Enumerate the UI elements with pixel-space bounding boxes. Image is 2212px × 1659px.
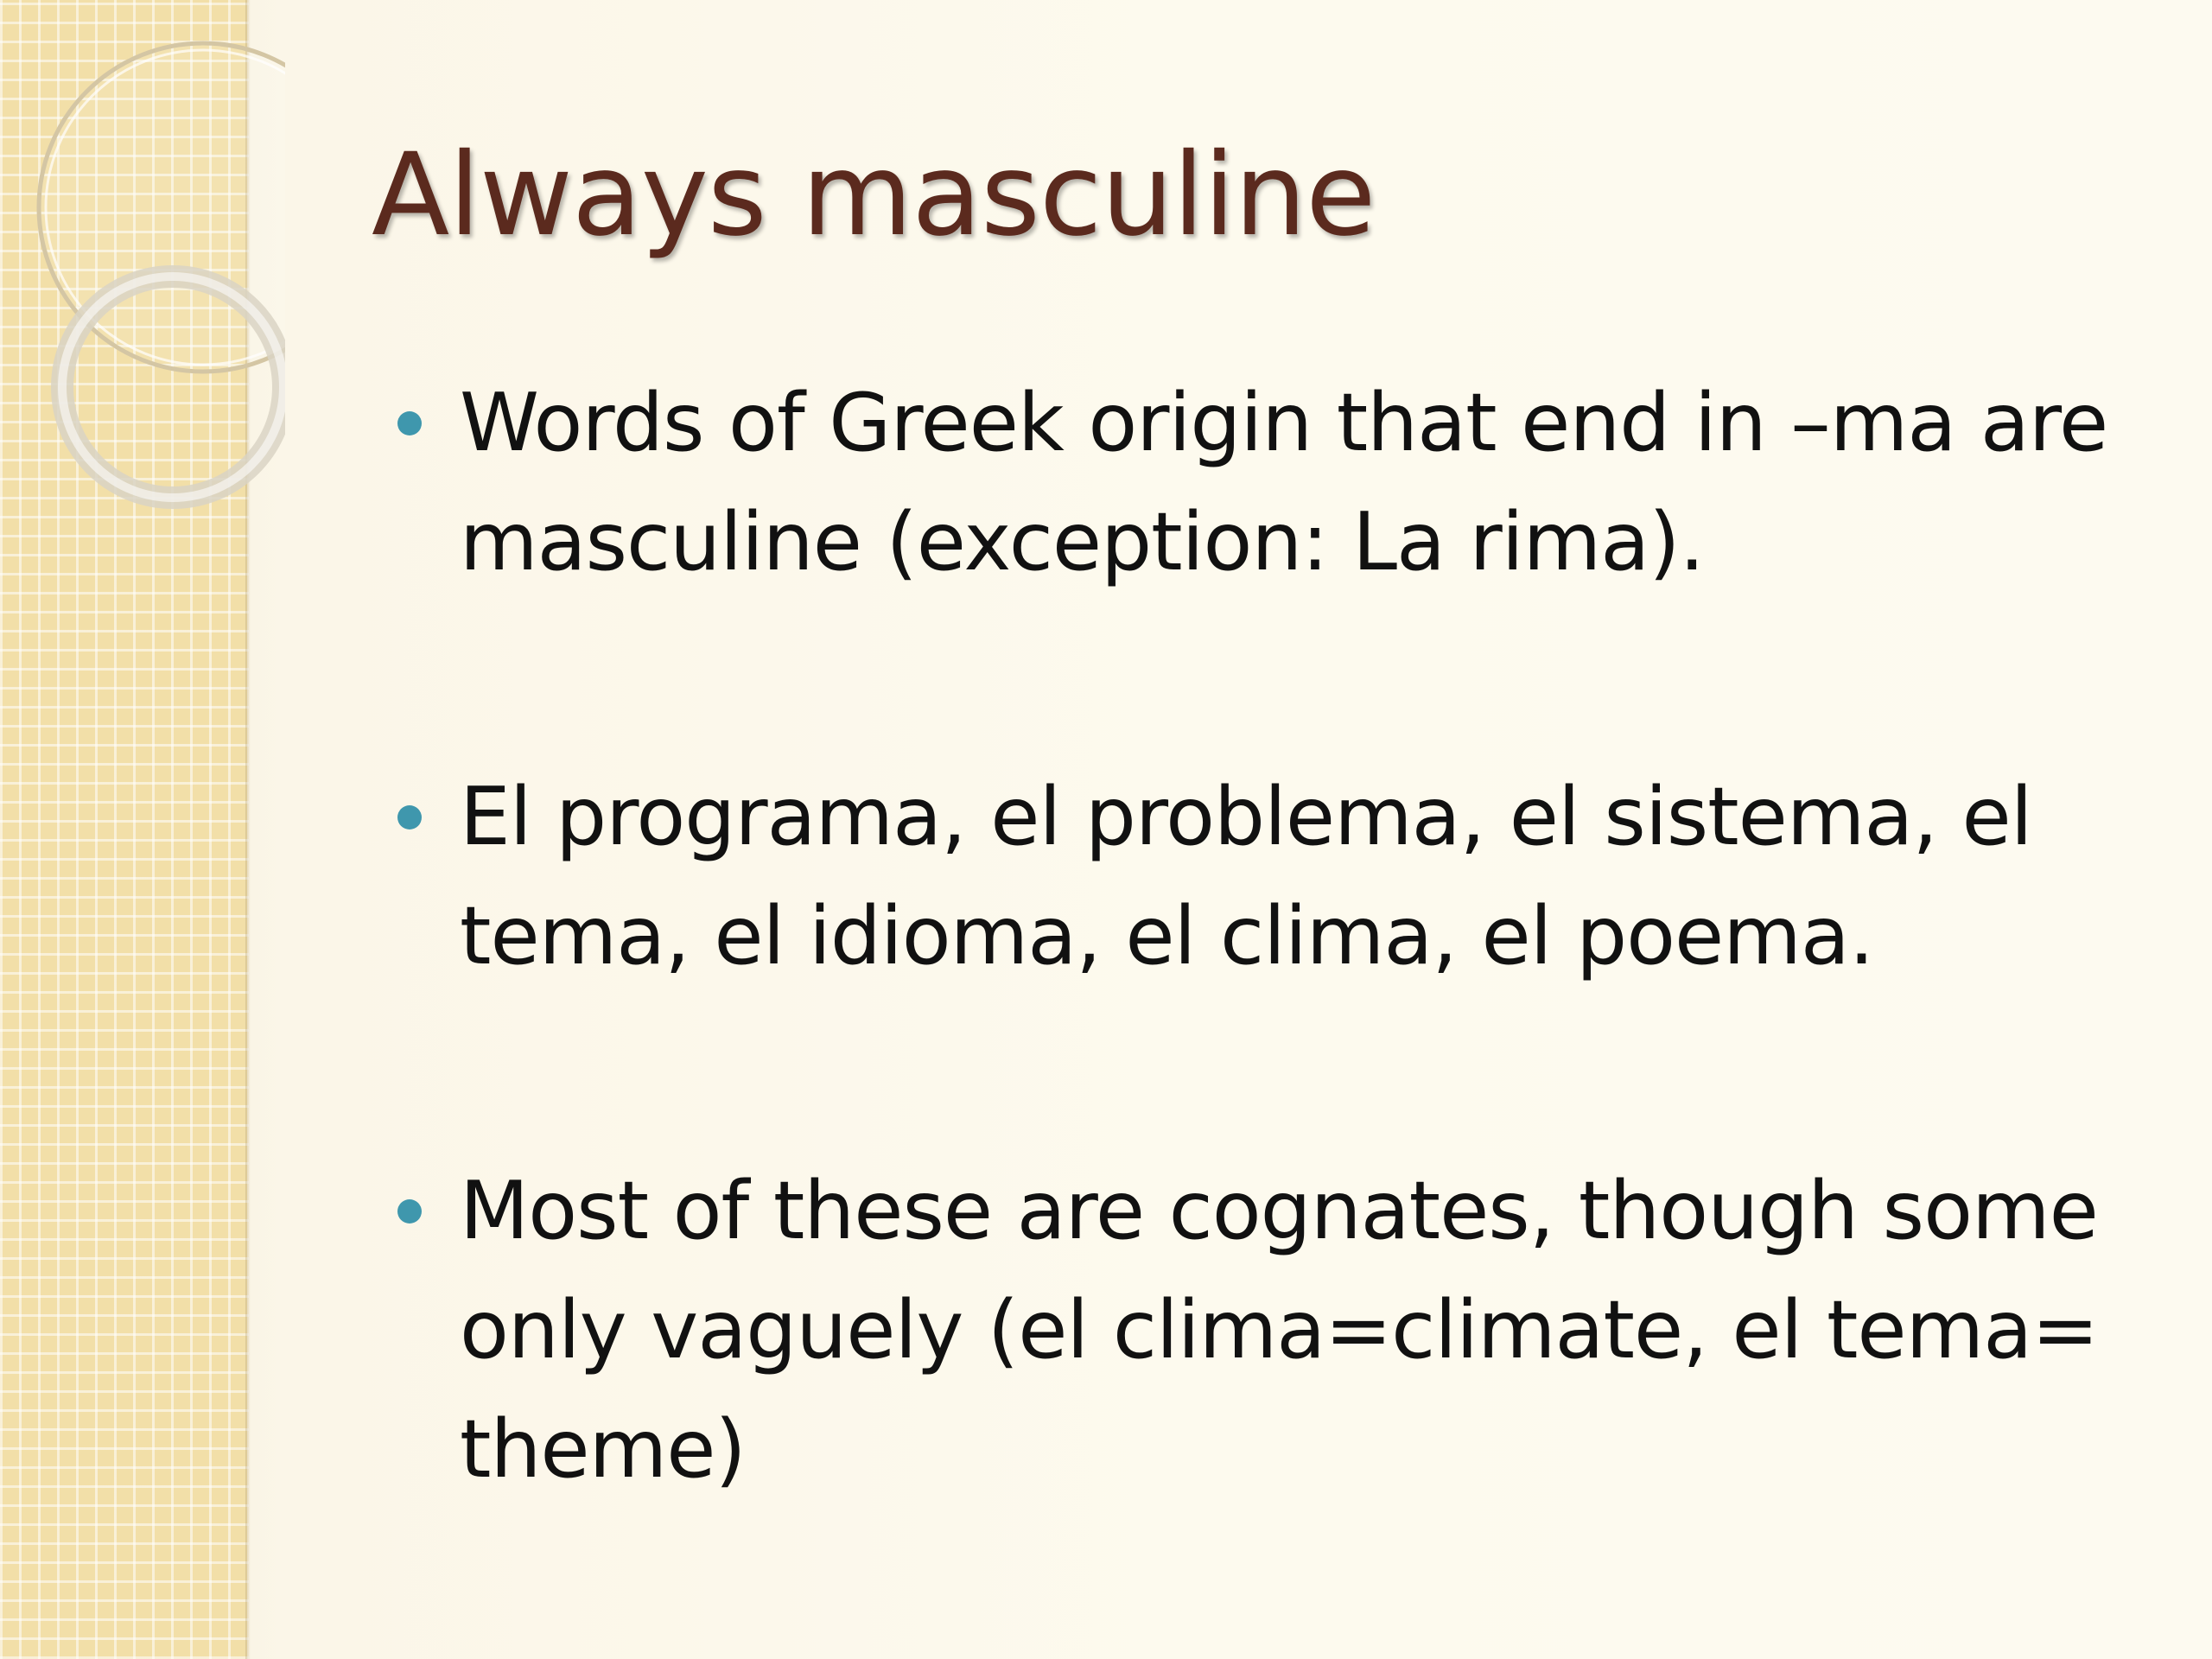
bullet-dot-icon	[397, 1199, 422, 1224]
bullet-item-examples	[397, 757, 2160, 995]
bullet-dot-icon	[397, 411, 422, 435]
bullet-text: El programa, el problema, el sistema, el tema, el idioma, el clima, el poema.	[460, 770, 2032, 982]
bullet-dot-icon	[397, 805, 422, 830]
slide-title: Always masculine	[372, 129, 1376, 262]
bullet-list	[397, 363, 2160, 1509]
bullet-text: Words of Greek origin that end in –ma are masculine (exception: La rima).	[460, 376, 2108, 588]
bullet-item-cognates	[397, 1151, 2160, 1509]
bullet-item-greek-origin	[397, 363, 2160, 601]
circle-ornament-icon	[0, 0, 285, 553]
bullet-text: Most of these are cognates, though some only vaguely (el clima=climate, el tema= theme)	[460, 1164, 2099, 1496]
